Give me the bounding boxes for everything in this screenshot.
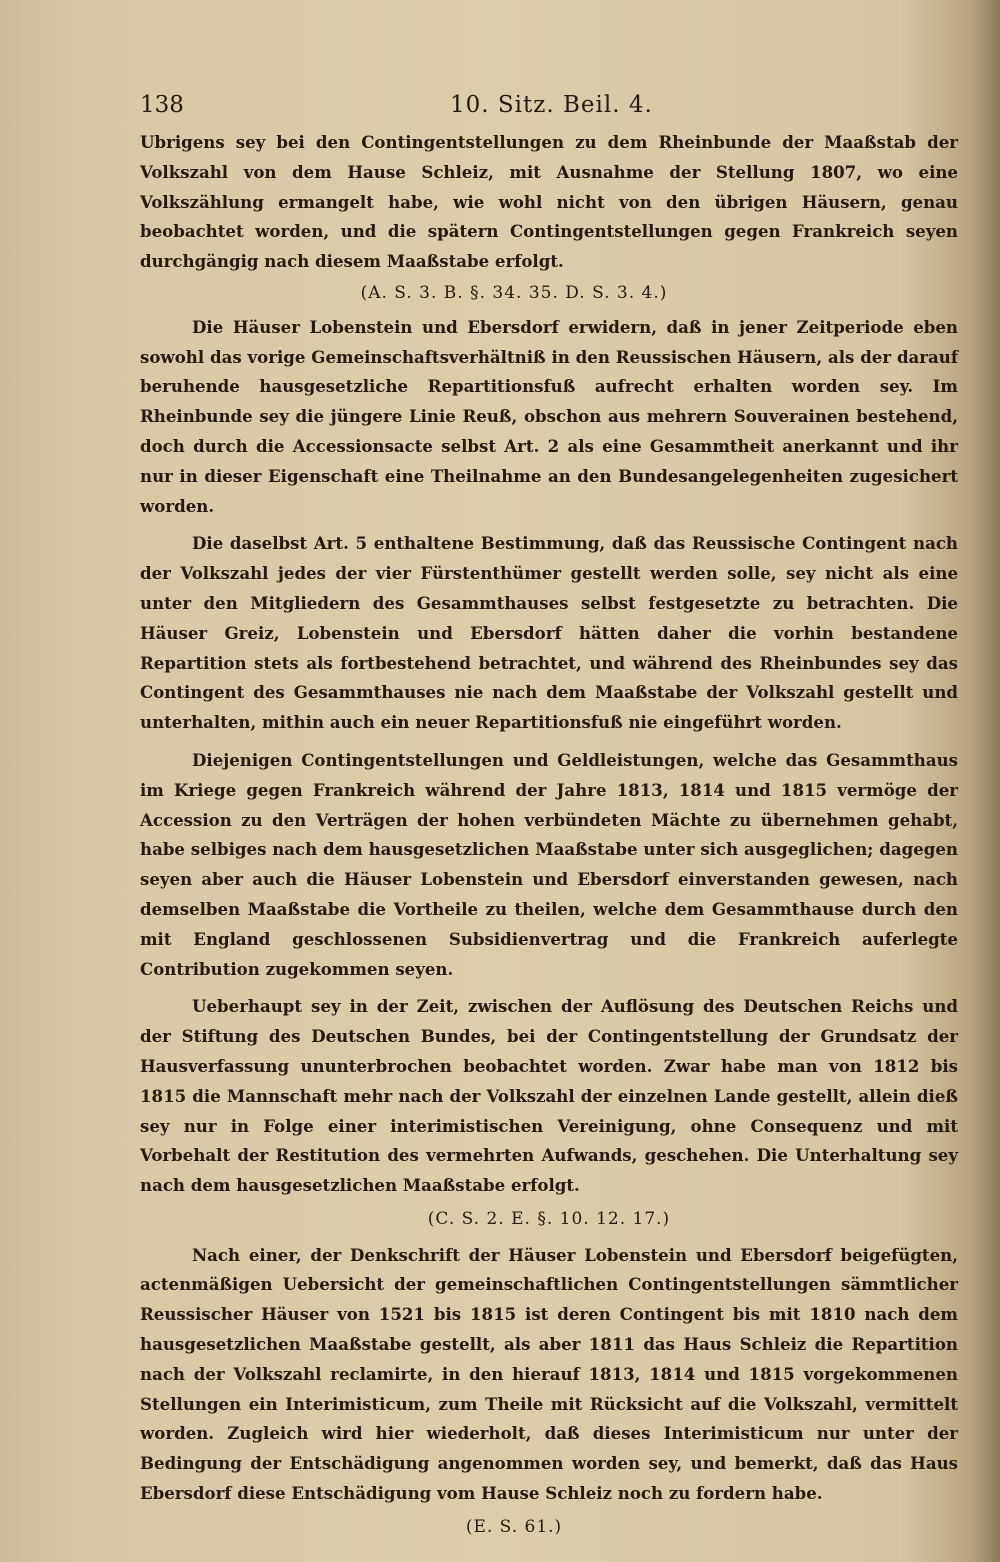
paragraph-5: Ueberhaupt sey in der Zeit, zwischen der Auflösung des Deutschen Reichs und der Stiftung des Deutschen Bundes, bei der Contingentstellung der Grundsatz der Hausverfassung ununterbrochen beobachtet worden. Zwar habe man von 1812 bis 1815 die Mannschaft mehr nach der Volkszahl der einzelnen Lande gestellt, allein dieß sey nur in Folge einer interimistischen Vereinigung, ohne Consequenz und mit Vorbehalt der Restitution des vermehrten Aufwands, geschehen. Die Unterhaltung sey nach dem hausgesetzlichen Maaßstabe erfolgt. — [140, 996, 958, 1196]
paragraph-4: Diejenigen Contingentstellungen und Geldleistungen, welche das Gesammthaus im Kriege gegen Frankreich während der Jahre 1813, 1814 und 1815 vermöge der Accession zu den Verträgen der hohen verbündeten Mächte zu übernehmen gehabt, habe selbiges nach dem hausgesetzlichen Maaßstabe unter sich ausgeglichen; dagegen seyen aber auch die Häuser Lobenstein und Ebersdorf einverstanden gewesen, nach demselben Maaßstabe die Vortheile zu theilen, welche dem Gesammthause durch den mit England geschlossenen Subsidienvertrag und die Frankreich auferlegte Contribution zugekommen seyen. — [140, 749, 958, 979]
reference-1: (A. S. 3. B. §. 34. 35. D. S. 3. 4.) — [360, 282, 668, 303]
page-header — [140, 88, 960, 128]
paragraph-3: Die daselbst Art. 5 enthaltene Bestimmung, daß das Reussische Contingent nach der Volkszahl jedes der vier Fürstenthümer gestellt werden solle, sey nicht als eine unter den Mitgliedern des Gesammthauses selbst festgesetzte zu betrachten. Die Häuser Greiz, Lobenstein und Ebersdorf hätten daher die vorhin bestandene Repartition stets als fortbestehend betrachtet, und während des Rheinbundes sey das Contingent des Gesammthauses nie nach dem Maaßstabe der Volkszahl gestellt und unterhalten, mithin auch ein neuer Repartitionsfuß nie eingeführt worden. — [140, 533, 958, 733]
paragraph-1: Ubrigens sey bei den Contingentstellungen zu dem Rheinbunde der Maaßstab der Volkszahl von dem Hause Schleiz, mit Ausnahme der Stellung 1807, wo eine Volkszählung ermangelt habe, wie wohl nicht von den übrigen Häusern, genau beobachtet worden, und die spätern Contingentstellungen gegen Frankreich seyen durchgängig nach diesem Maaßstabe erfolgt. — [140, 132, 958, 272]
page-number: 138 — [140, 92, 184, 118]
running-head: 10. Sitz. Beil. 4. — [450, 92, 653, 118]
paragraph-2: Die Häuser Lobenstein und Ebersdorf erwidern, daß in jener Zeitperiode eben sowohl das vorige Gemeinschaftsverhältniß in den Reussischen Häusern, als der darauf beruhende hausgesetzliche Repartitionsfuß aufrecht erhalten worden sey. Im Rheinbunde sey die jüngere Linie Reuß, obschon aus mehrern Souverainen bestehend, doch durch die Accessionsacte selbst Art. 2 als eine Gesammtheit anerkannt und ihr nur in dieser Eigenschaft eine Theilnahme an den Bundesangelegenheiten zugesichert worden. — [140, 316, 958, 516]
reference-3: (E. S. 61.) — [465, 1516, 563, 1537]
reference-2: (C. S. 2. E. §. 10. 12. 17.) — [427, 1208, 671, 1229]
page-body — [140, 128, 958, 1549]
paragraph-6: Nach einer, der Denkschrift der Häuser Lobenstein und Ebersdorf beigefügten, actenmäßigen Uebersicht der gemeinschaftlichen Contingentstellungen sämmtlicher Reussischer Häuser von 1521 bis 1815 ist deren Contingent bis mit 1810 nach dem hausgesetzlichen Maaßstabe gestellt, als aber 1811 das Haus Schleiz die Repartition nach der Volkszahl reclamirte, in den hierauf 1813, 1814 und 1815 vorgekommenen Stellungen ein Interimisticum, zum Theile mit Rücksicht auf die Volkszahl, vermittelt worden. Zugleich wird hier wiederholt, daß dieses Interimisticum nur unter der Bedingung der Entschädigung angenommen worden sey, und bemerkt, daß das Haus Ebersdorf diese Entschädigung vom Hause Schleiz noch zu fordern habe. — [140, 1244, 958, 1504]
